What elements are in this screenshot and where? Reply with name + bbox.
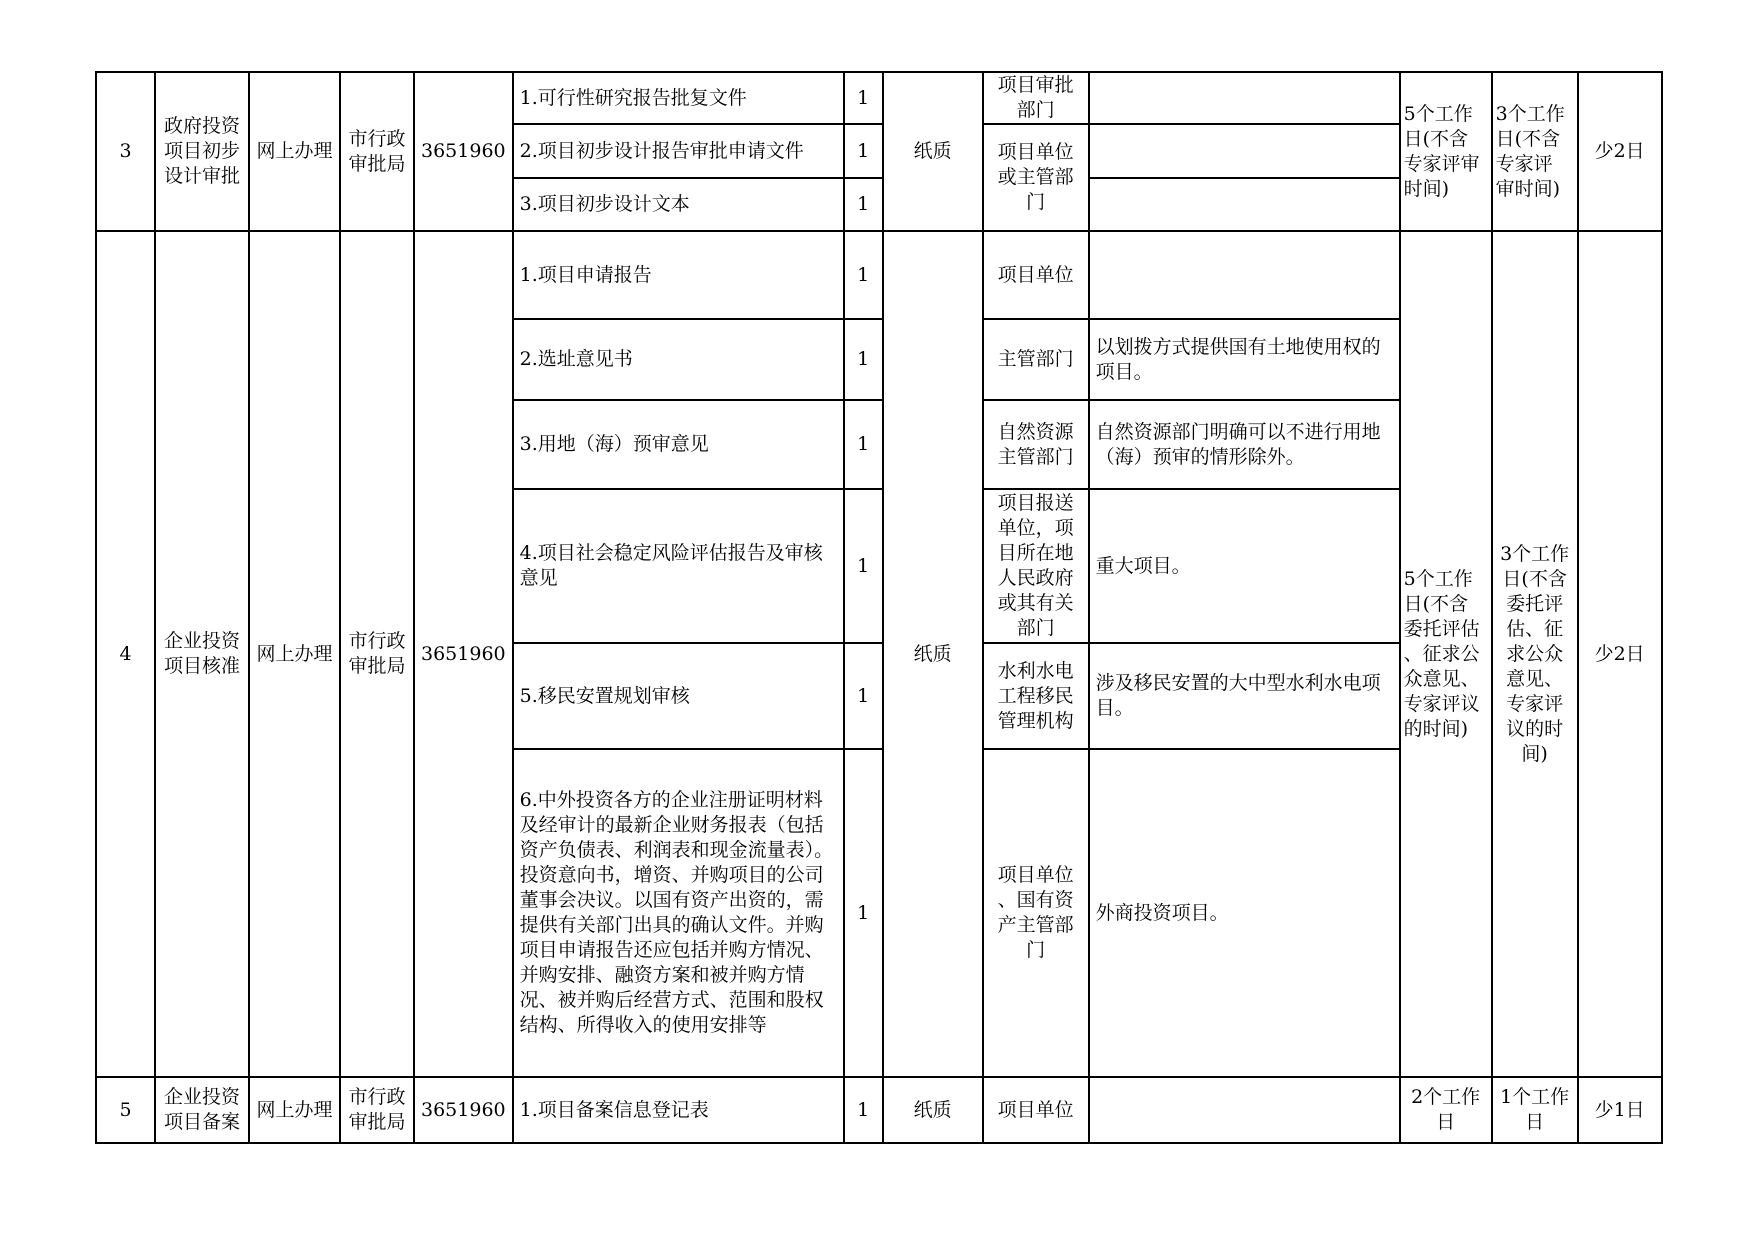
promised-time-limit: 3个工作 日(不含 专家评 审时间) <box>1492 72 1578 231</box>
material-medium: 纸质 <box>883 72 983 231</box>
material-count: 1 <box>844 178 883 231</box>
material-count: 1 <box>844 749 883 1077</box>
material-name: 1.项目申请报告 <box>513 231 844 319</box>
material-remark: 以划拨方式提供国有土地使用权的项目。 <box>1089 319 1400 400</box>
material-count: 1 <box>844 124 883 178</box>
table-row <box>96 1077 1662 1143</box>
handling-department: 市行政 审批局 <box>340 231 414 1077</box>
material-remark: 外商投资项目。 <box>1089 749 1400 1077</box>
material-source: 水利水电 工程移民 管理机构 <box>983 643 1089 749</box>
item-number: 5 <box>96 1077 155 1143</box>
material-remark: 自然资源部门明确可以不进行用地（海）预审的情形除外。 <box>1089 400 1400 489</box>
promised-time-limit: 3个工作 日(不含 委托评 估、征 求公众 意见、 专家评 议的时 间) <box>1492 231 1578 1077</box>
material-source: 项目审批 部门 <box>983 72 1089 124</box>
handling-mode: 网上办理 <box>249 72 340 231</box>
time-reduction: 少1日 <box>1578 1077 1662 1143</box>
handling-mode: 网上办理 <box>249 1077 340 1143</box>
material-name: 1.可行性研究报告批复文件 <box>513 72 844 124</box>
time-reduction: 少2日 <box>1578 72 1662 231</box>
material-count: 1 <box>844 489 883 643</box>
material-source: 自然资源 主管部门 <box>983 400 1089 489</box>
material-count: 1 <box>844 72 883 124</box>
material-source: 主管部门 <box>983 319 1089 400</box>
material-source: 项目单位 或主管部 门 <box>983 124 1089 231</box>
item-name: 企业投资 项目核准 <box>155 231 249 1077</box>
statutory-time-limit: 2个工作 日 <box>1400 1077 1492 1143</box>
contact-phone: 3651960 <box>414 231 513 1077</box>
item-name: 政府投资 项目初步 设计审批 <box>155 72 249 231</box>
table-row <box>96 72 1662 124</box>
material-remark <box>1089 178 1400 231</box>
material-source: 项目单位 <box>983 231 1089 319</box>
material-name: 5.移民安置规划审核 <box>513 643 844 749</box>
statutory-time-limit: 5个工作 日(不含 委托评估 、征求公 众意见、 专家评议 的时间) <box>1400 231 1492 1077</box>
contact-phone: 3651960 <box>414 72 513 231</box>
material-name: 3.项目初步设计文本 <box>513 178 844 231</box>
handling-mode: 网上办理 <box>249 231 340 1077</box>
handling-department: 市行政 审批局 <box>340 72 414 231</box>
material-name: 2.项目初步设计报告审批申请文件 <box>513 124 844 178</box>
material-count: 1 <box>844 319 883 400</box>
material-remark <box>1089 231 1400 319</box>
material-source: 项目报送 单位，项 目所在地 人民政府 或其有关 部门 <box>983 489 1089 643</box>
material-name: 2.选址意见书 <box>513 319 844 400</box>
material-remark: 涉及移民安置的大中型水利水电项目。 <box>1089 643 1400 749</box>
promised-time-limit: 1个工作 日 <box>1492 1077 1578 1143</box>
time-reduction: 少2日 <box>1578 231 1662 1077</box>
material-name: 3.用地（海）预审意见 <box>513 400 844 489</box>
handling-department: 市行政 审批局 <box>340 1077 414 1143</box>
material-medium: 纸质 <box>883 231 983 1077</box>
material-count: 1 <box>844 400 883 489</box>
material-name: 4.项目社会稳定风险评估报告及审核意见 <box>513 489 844 643</box>
material-source: 项目单位 、国有资 产主管部 门 <box>983 749 1089 1077</box>
item-name: 企业投资 项目备案 <box>155 1077 249 1143</box>
material-count: 1 <box>844 1077 883 1143</box>
material-remark: 重大项目。 <box>1089 489 1400 643</box>
contact-phone: 3651960 <box>414 1077 513 1143</box>
material-name: 1.项目备案信息登记表 <box>513 1077 844 1143</box>
item-number: 4 <box>96 231 155 1077</box>
material-medium: 纸质 <box>883 1077 983 1143</box>
material-source: 项目单位 <box>983 1077 1089 1143</box>
statutory-time-limit: 5个工作 日(不含 专家评审 时间) <box>1400 72 1492 231</box>
table-row <box>96 231 1662 319</box>
material-remark <box>1089 1077 1400 1143</box>
material-count: 1 <box>844 643 883 749</box>
item-number: 3 <box>96 72 155 231</box>
approval-items-table <box>95 71 1663 1144</box>
material-name: 6.中外投资各方的企业注册证明材料及经审计的最新企业财务报表（包括资产负债表、利润表和现金流量表）。投资意向书，增资、并购项目的公司董事会决议。以国有资产出资的，需提供有关部门出具的确认文件。并购项目申请报告还应包括并购方情况、并购安排、融资方案和被并购方情况、被并购后经营方式、范围和股权结构、所得收入的使用安排等 <box>513 749 844 1077</box>
material-remark <box>1089 124 1400 178</box>
material-count: 1 <box>844 231 883 319</box>
material-remark <box>1089 72 1400 124</box>
